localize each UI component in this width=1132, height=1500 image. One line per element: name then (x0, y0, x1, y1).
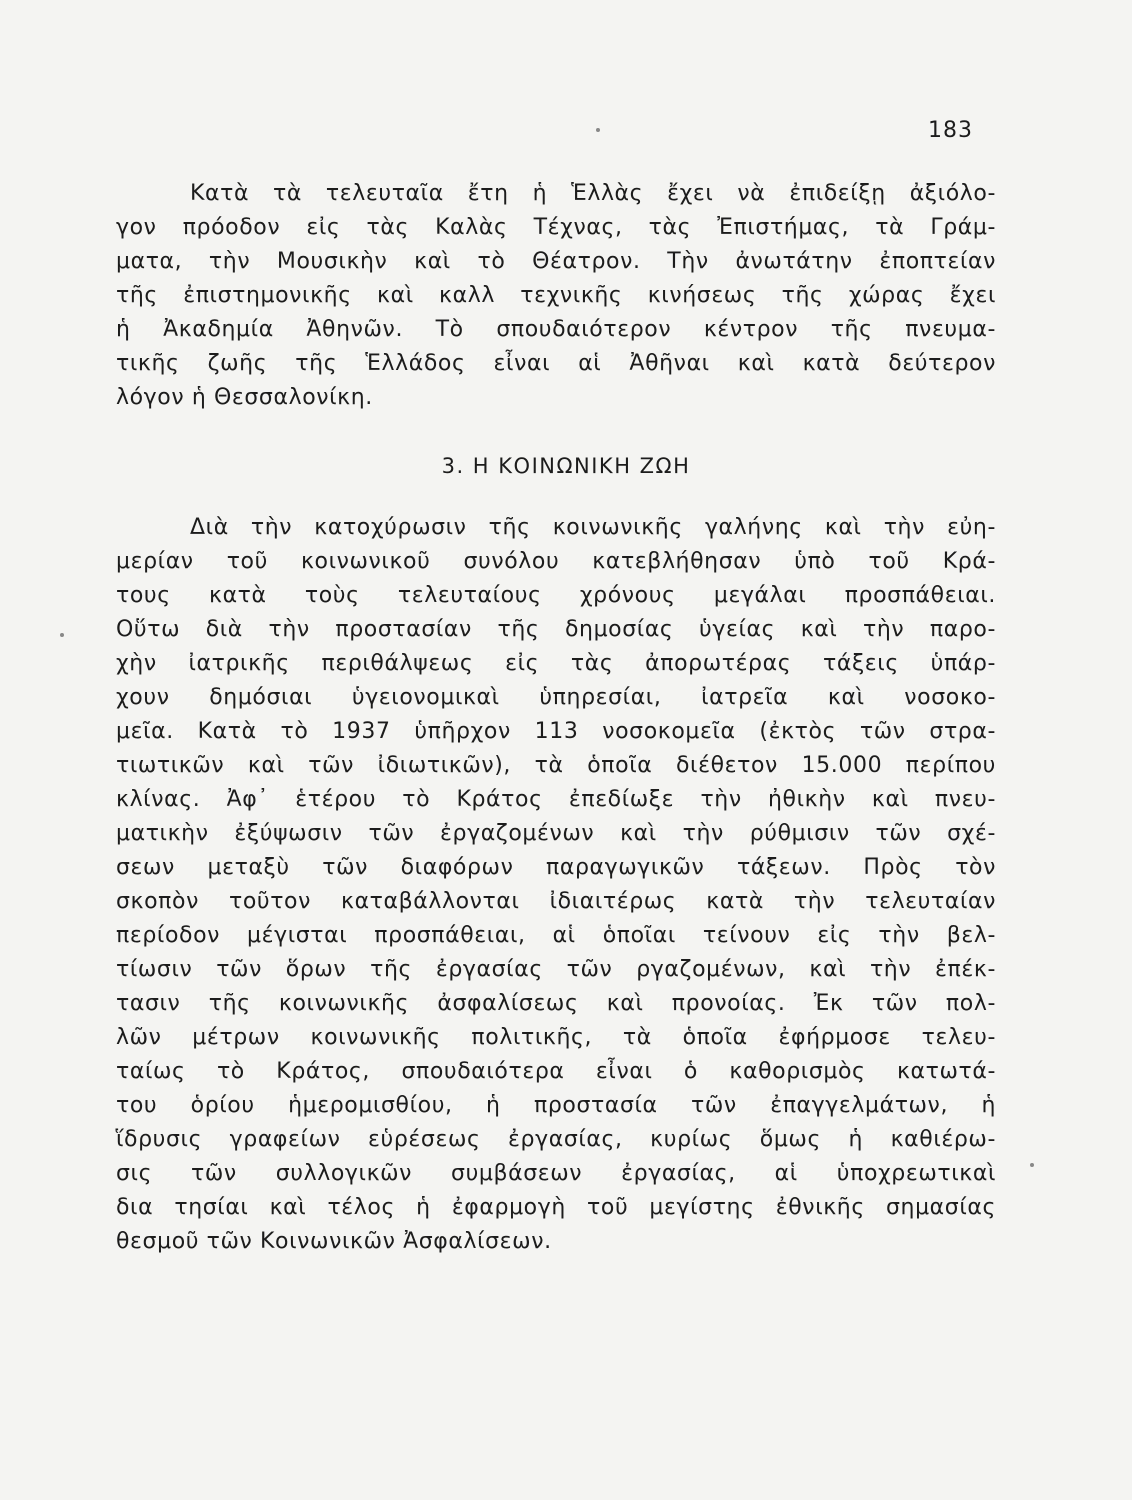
paragraph-2-line: τιωτικῶν καὶ τῶν ἰδιωτικῶν), τὰ ὁποῖα διέθετον 15.000 περίπου (116, 753, 996, 778)
paragraph-2-line: λῶν μέτρων κοινωνικῆς πολιτικῆς, τὰ ὁποῖα ἐφήρμοσε τελευ- (116, 1025, 996, 1050)
paragraph-2-line: θεσμοῦ τῶν Κοινωνικῶν Ἀσφαλίσεων. (116, 1229, 552, 1254)
paragraph-2-line: σεων μεταξὺ τῶν διαφόρων παραγωγικῶν τάξεων. Πρὸς τὸν (116, 855, 996, 880)
paragraph-2-line: μεῖα. Κατὰ τὸ 1937 ὑπῆρχον 113 νοσοκομεῖα (ἐκτὸς τῶν στρα- (116, 719, 996, 744)
paragraph-2-line: σις τῶν συλλογικῶν συμβάσεων ἐργασίας, αἱ ὑποχρεωτικαὶ (116, 1161, 996, 1186)
paragraph-2-line: κλίνας. Ἀφ᾽ ἑτέρου τὸ Κράτος ἐπεδίωξε τὴν ἠθικὴν καὶ πνευ- (116, 787, 996, 812)
paragraph-2-line: τους κατὰ τοὺς τελευταίους χρόνους μεγάλαι προσπάθειαι. (116, 583, 996, 608)
scan-speck (1030, 1163, 1034, 1167)
paragraph-2-line: Διὰ τὴν κατοχύρωσιν τῆς κοινωνικῆς γαλήνης καὶ τὴν εὐη- (190, 515, 996, 540)
paragraph-2-line: μερίαν τοῦ κοινωνικοῦ συνόλου κατεβλήθησαν ὑπὸ τοῦ Κρά- (116, 549, 996, 574)
paragraph-2-line: σκοπὸν τοῦτον καταβάλλονται ἰδιαιτέρως κατὰ τὴν τελευταίαν (116, 889, 996, 914)
paragraph-2-line: Οὕτω διὰ τὴν προστασίαν τῆς δημοσίας ὑγείας καὶ τὴν παρο- (116, 617, 996, 642)
paragraph-2-line: τίωσιν τῶν ὅρων τῆς ἐργασίας τῶν ργαζομένων, καὶ τὴν ἐπέκ- (116, 957, 996, 982)
paragraph-1-line: ματα, τὴν Μουσικὴν καὶ τὸ Θέατρον. Τὴν ἀνωτάτην ἐποπτείαν (116, 249, 996, 274)
paragraph-2-line: ματικὴν ἐξύψωσιν τῶν ἐργαζομένων καὶ τὴν ρύθμισιν τῶν σχέ- (116, 821, 996, 846)
paragraph-2-line: ἵδρυσις γραφείων εὑρέσεως ἐργασίας, κυρίως ὅμως ἡ καθιέρω- (116, 1127, 996, 1152)
scan-speck (596, 128, 600, 132)
paragraph-1-line: ἡ Ἀκαδημία Ἀθηνῶν. Τὸ σπουδαιότερον κέντρον τῆς πνευμα- (116, 317, 996, 342)
paragraph-1-line: γον πρόοδον εἰς τὰς Καλὰς Τέχνας, τὰς Ἐπιστήμας, τὰ Γράμ- (116, 215, 996, 240)
paragraph-1-line: τικῆς ζωῆς τῆς Ἑλλάδος εἶναι αἱ Ἀθῆναι καὶ κατὰ δεύτερον (116, 351, 996, 376)
paragraph-2-line: περίοδον μέγισται προσπάθειαι, αἱ ὁποῖαι τείνουν εἰς τὴν βελ- (116, 923, 996, 948)
paragraph-1-line: λόγον ἡ Θεσσαλονίκη. (116, 385, 373, 410)
paragraph-2-line: χὴν ἰατρικῆς περιθάλψεως εἰς τὰς ἀπορωτέρας τάξεις ὑπάρ- (116, 651, 996, 676)
page-number: 183 (928, 118, 973, 143)
section-heading: 3. Η ΚΟΙΝΩΝΙΚΗ ΖΩΗ (441, 454, 691, 478)
paragraph-1-line: τῆς ἐπιστημονικῆς καὶ καλλ τεχνικῆς κινήσεως τῆς χώρας ἔχει (116, 283, 996, 308)
paragraph-2-line: χουν δημόσιαι ὑγειονομικαὶ ὑπηρεσίαι, ἰατρεῖα καὶ νοσοκο- (116, 685, 996, 710)
paragraph-1-line: Κατὰ τὰ τελευταῖα ἔτη ἡ Ἑλλὰς ἔχει νὰ ἐπιδείξῃ ἀξιόλο- (190, 181, 996, 206)
scan-speck (60, 633, 64, 637)
paragraph-2-line: δια τησίαι καὶ τέλος ἡ ἐφαρμογὴ τοῦ μεγίστης ἐθνικῆς σημασίας (116, 1195, 996, 1220)
paragraph-2-line: τασιν τῆς κοινωνικῆς ἀσφαλίσεως καὶ προνοίας. Ἐκ τῶν πολ- (116, 991, 996, 1016)
paragraph-2-line: του ὁρίου ἡμερομισθίου, ἡ προστασία τῶν ἐπαγγελμάτων, ἡ (116, 1093, 996, 1118)
paragraph-2-line: ταίως τὸ Κράτος, σπουδαιότερα εἶναι ὁ καθορισμὸς κατωτά- (116, 1059, 996, 1084)
